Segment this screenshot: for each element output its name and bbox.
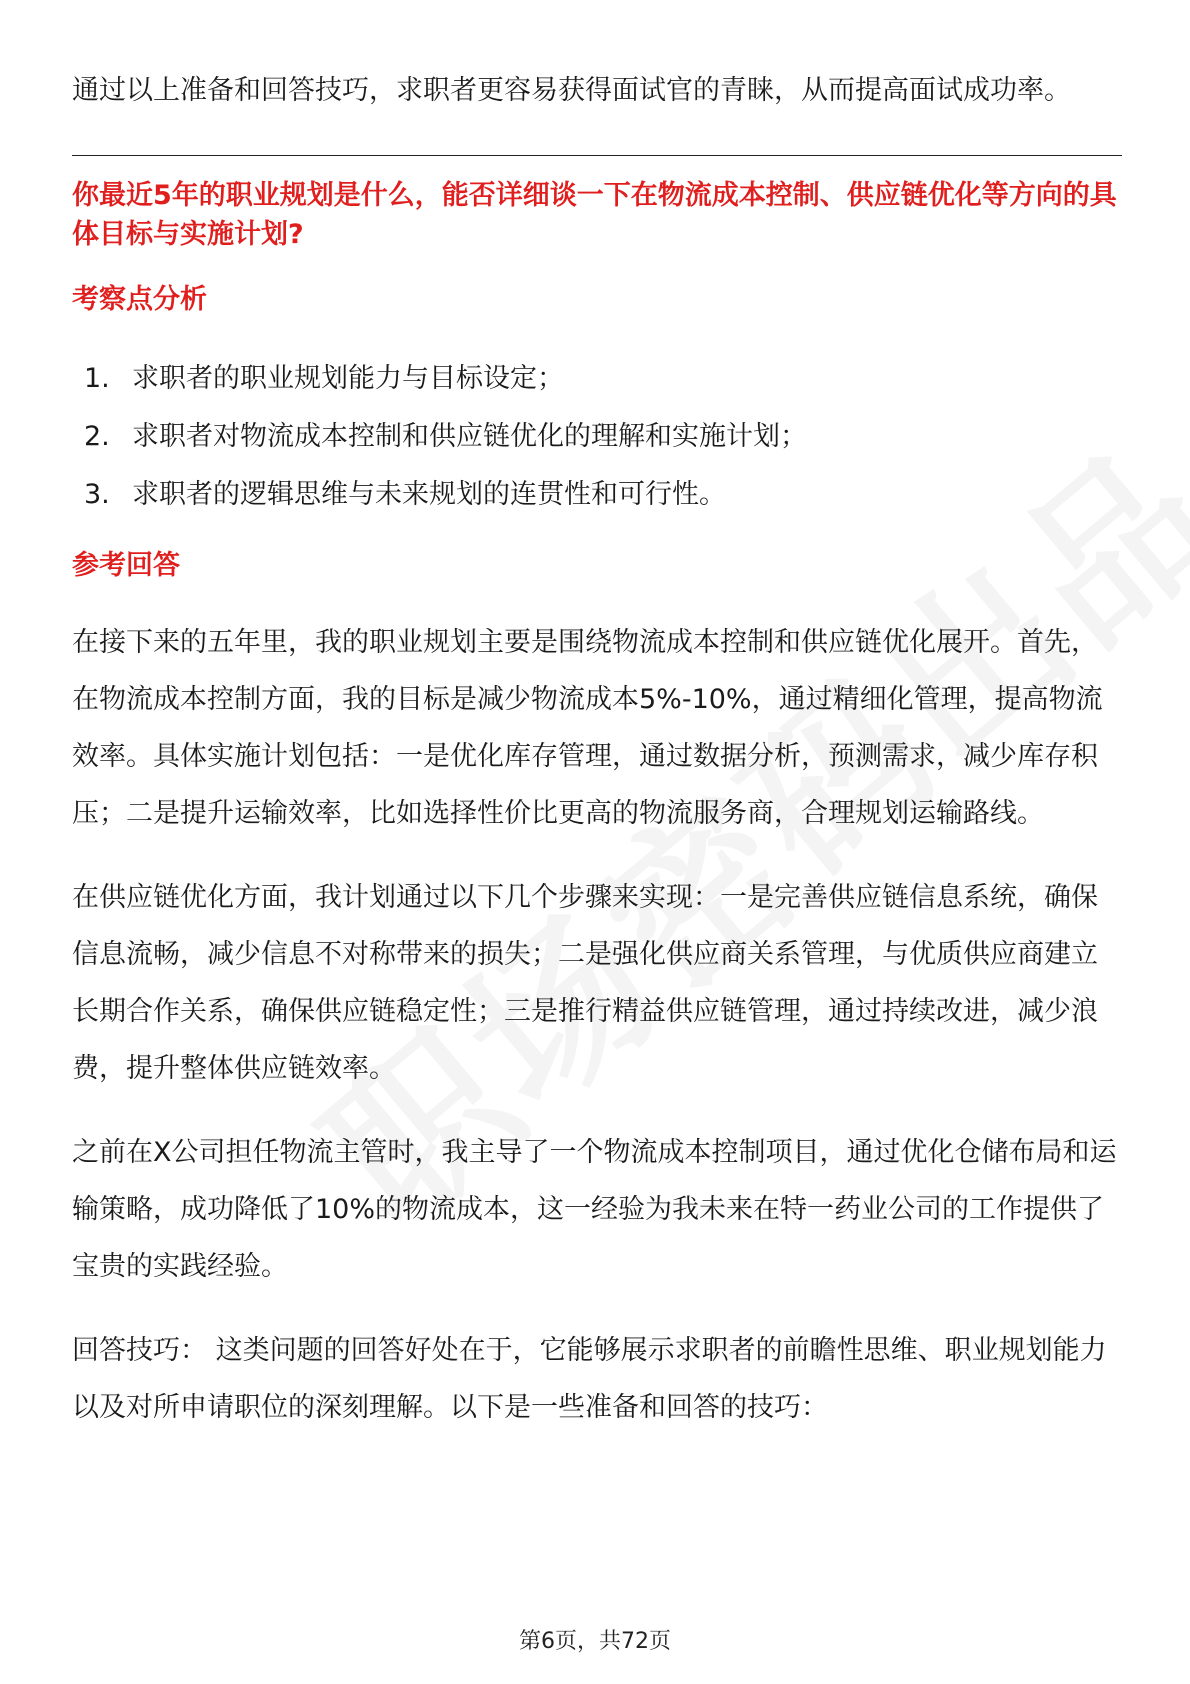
list-text: 求职者的职业规划能力与目标设定； [132,363,564,394]
answer-heading: 参考回答 [72,550,180,581]
answer-paragraph: 在接下来的五年里，我的职业规划主要是围绕物流成本控制和供应链优化展开。首先，在物流成本控制方面，我的目标是减少物流成本5%-10%，通过精细化管理，提高物流效率。具体实施计划包括：一是优化库存管理，通过数据分析，预测需求，减少库存积压；二是提升运输效率，比如选择性价比更高的物流服务商，合理规划运输路线。 [72,627,1103,829]
answer-paragraph: 在供应链优化方面，我计划通过以下几个步骤来实现：一是完善供应链信息系统，确保信息流畅，减少信息不对称带来的损失；二是强化供应商关系管理，与优质供应商建立长期合作关系，确保供应链稳定性；三是推行精益供应链管理，通过持续改进，减少浪费，提升整体供应链效率。 [72,882,1098,1084]
list-text: 求职者对物流成本控制和供应链优化的理解和实施计划； [132,421,807,452]
interview-question: 你最近5年的职业规划是什么，能否详细谈一下在物流成本控制、供应链优化等方向的具体目标与实施计划? [72,180,1117,250]
page-footer: 第6页，共72页 [519,1629,671,1654]
analysis-heading: 考察点分析 [72,284,207,315]
analysis-list [72,350,1122,524]
intro-paragraph: 通过以上准备和回答技巧，求职者更容易获得面试官的青睐，从而提高面试成功率。 [72,75,1071,106]
list-text: 求职者的逻辑思维与未来规划的连贯性和可行性。 [132,479,726,510]
list-number: 2. [84,421,110,452]
list-number: 3. [84,479,110,510]
list-number: 1. [84,363,110,394]
list-item [72,350,1122,408]
list-item [72,466,1122,524]
section-divider [72,155,1122,156]
answer-paragraph: 之前在X公司担任物流主管时，我主导了一个物流成本控制项目，通过优化仓储布局和运输策略，成功降低了10%的物流成本，这一经验为我未来在特一药业公司的工作提供了宝贵的实践经验。 [72,1137,1117,1282]
answer-tips-paragraph: 回答技巧： 这类问题的回答好处在于，它能够展示求职者的前瞻性思维、职业规划能力以及对所申请职位的深刻理解。以下是一些准备和回答的技巧： [72,1335,1107,1423]
page-content [72,62,1122,1436]
list-item [72,408,1122,466]
